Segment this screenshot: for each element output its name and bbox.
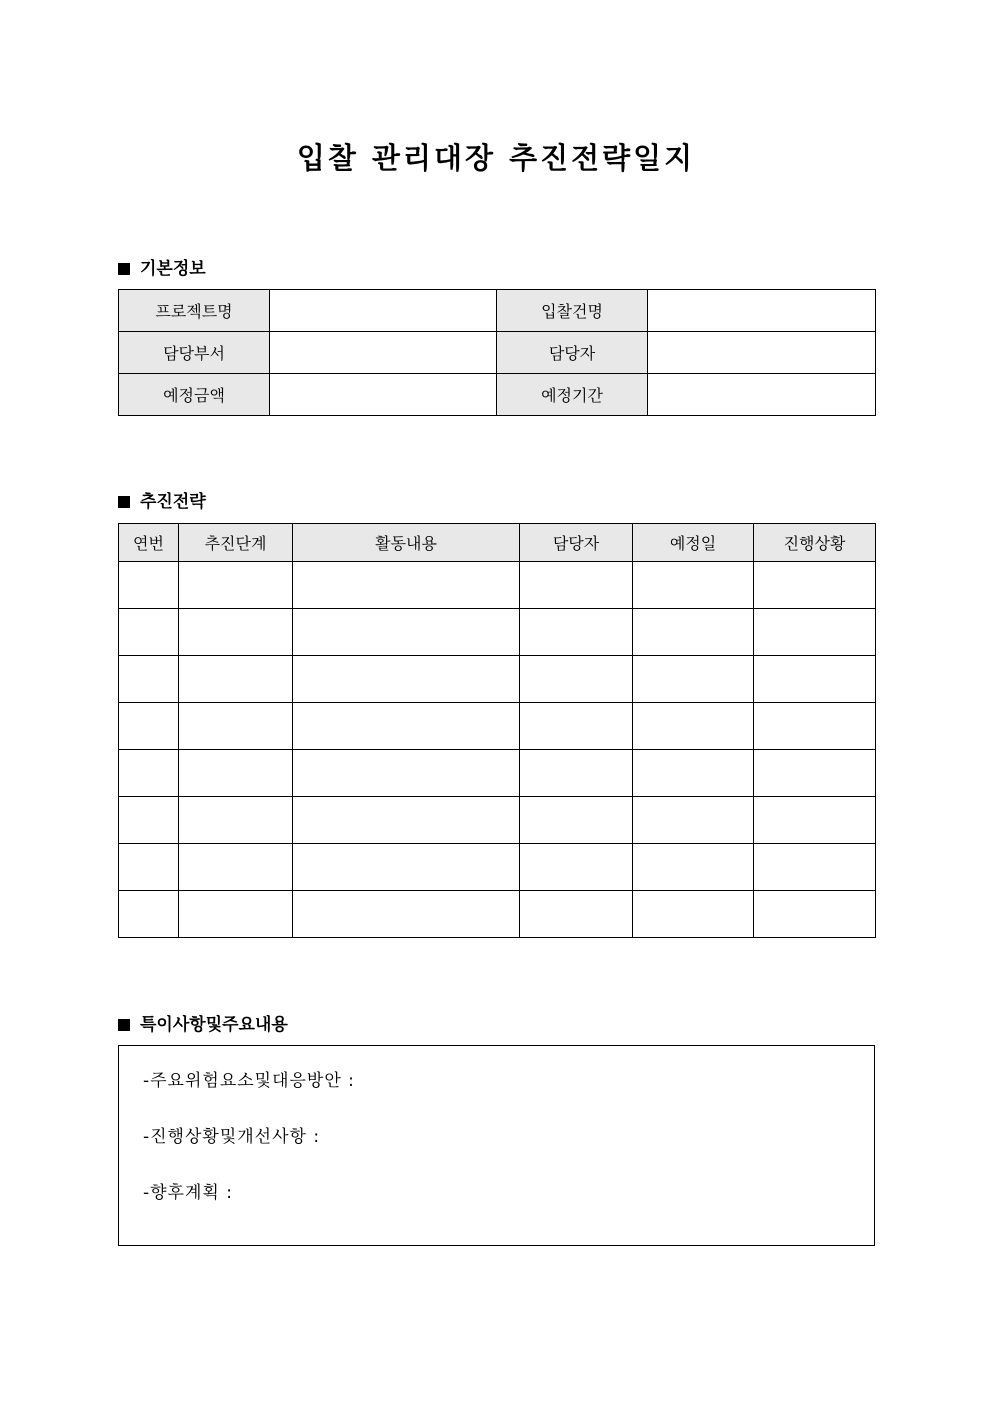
table-cell[interactable] [119, 797, 179, 844]
table-row [119, 656, 876, 703]
table-row [119, 374, 876, 416]
table-cell[interactable] [520, 703, 633, 750]
table-row [119, 750, 876, 797]
table-cell[interactable] [633, 703, 754, 750]
table-cell[interactable] [293, 703, 520, 750]
table-cell[interactable] [633, 797, 754, 844]
table-row [119, 891, 876, 938]
department-field[interactable] [270, 332, 497, 374]
table-row [119, 844, 876, 891]
note-line-progress: -진행상황및개선사항 : [143, 1127, 321, 1147]
table-cell[interactable] [293, 609, 520, 656]
column-header: 예정일 [633, 524, 754, 562]
table-cell[interactable] [633, 844, 754, 891]
table-cell[interactable] [520, 844, 633, 891]
table-cell[interactable] [179, 562, 293, 609]
table-cell[interactable] [119, 750, 179, 797]
project-name-field[interactable] [270, 290, 497, 332]
table-cell[interactable] [520, 797, 633, 844]
column-header: 추진단계 [179, 524, 293, 562]
table-cell[interactable] [179, 750, 293, 797]
section-label: 추진전략 [140, 492, 206, 512]
estimated-period-field[interactable] [648, 374, 876, 416]
table-cell[interactable] [293, 891, 520, 938]
table-cell[interactable] [633, 609, 754, 656]
note-line-risks: -주요위험요소및대응방안 : [143, 1071, 355, 1091]
section-heading-basic-info [118, 254, 206, 279]
table-cell[interactable] [179, 844, 293, 891]
table-cell[interactable] [179, 891, 293, 938]
table-row [119, 703, 876, 750]
table-cell[interactable] [293, 844, 520, 891]
table-row [119, 290, 876, 332]
table-cell[interactable] [633, 750, 754, 797]
table-cell[interactable] [633, 656, 754, 703]
table-cell[interactable] [633, 562, 754, 609]
table-cell[interactable] [293, 750, 520, 797]
table-cell[interactable] [119, 703, 179, 750]
table-cell[interactable] [293, 797, 520, 844]
table-cell[interactable] [119, 844, 179, 891]
field-label: 프로젝트명 [119, 290, 270, 332]
table-cell[interactable] [520, 891, 633, 938]
estimated-amount-field[interactable] [270, 374, 497, 416]
table-cell[interactable] [520, 562, 633, 609]
section-heading-strategy [118, 487, 206, 512]
table-cell[interactable] [179, 797, 293, 844]
table-cell[interactable] [119, 562, 179, 609]
table-cell[interactable] [520, 609, 633, 656]
table-row [119, 609, 876, 656]
table-cell[interactable] [179, 703, 293, 750]
table-row [119, 332, 876, 374]
basic-info-table [118, 289, 876, 416]
note-line-plans: -향후계획 : [143, 1183, 233, 1203]
table-cell[interactable] [520, 750, 633, 797]
column-header: 연번 [119, 524, 179, 562]
table-cell[interactable] [119, 656, 179, 703]
square-bullet-icon [118, 1019, 130, 1031]
section-heading-notes [118, 1010, 288, 1035]
table-cell[interactable] [633, 891, 754, 938]
field-label: 예정금액 [119, 374, 270, 416]
table-cell[interactable] [119, 891, 179, 938]
table-header-row [119, 524, 876, 562]
field-label: 담당부서 [119, 332, 270, 374]
table-cell[interactable] [179, 609, 293, 656]
bid-name-field[interactable] [648, 290, 876, 332]
table-cell[interactable] [754, 844, 876, 891]
column-header: 활동내용 [293, 524, 520, 562]
strategy-table [118, 523, 876, 938]
table-cell[interactable] [754, 562, 876, 609]
field-label: 예정기간 [497, 374, 648, 416]
square-bullet-icon [118, 496, 130, 508]
square-bullet-icon [118, 263, 130, 275]
field-label: 입찰건명 [497, 290, 648, 332]
column-header: 진행상황 [754, 524, 876, 562]
table-cell[interactable] [293, 562, 520, 609]
table-cell[interactable] [119, 609, 179, 656]
field-label: 담당자 [497, 332, 648, 374]
column-header: 담당자 [520, 524, 633, 562]
table-cell[interactable] [754, 891, 876, 938]
table-cell[interactable] [754, 750, 876, 797]
table-cell[interactable] [179, 656, 293, 703]
table-row [119, 562, 876, 609]
section-label: 기본정보 [140, 259, 206, 279]
table-cell[interactable] [754, 609, 876, 656]
table-row [119, 797, 876, 844]
table-cell[interactable] [293, 656, 520, 703]
table-cell[interactable] [754, 656, 876, 703]
page-title: 입찰 관리대장 추진전략일지 [296, 141, 696, 175]
table-cell[interactable] [754, 797, 876, 844]
table-cell[interactable] [520, 656, 633, 703]
table-cell[interactable] [754, 703, 876, 750]
notes-box[interactable] [118, 1045, 875, 1246]
section-label: 특이사항및주요내용 [140, 1015, 288, 1035]
manager-field[interactable] [648, 332, 876, 374]
